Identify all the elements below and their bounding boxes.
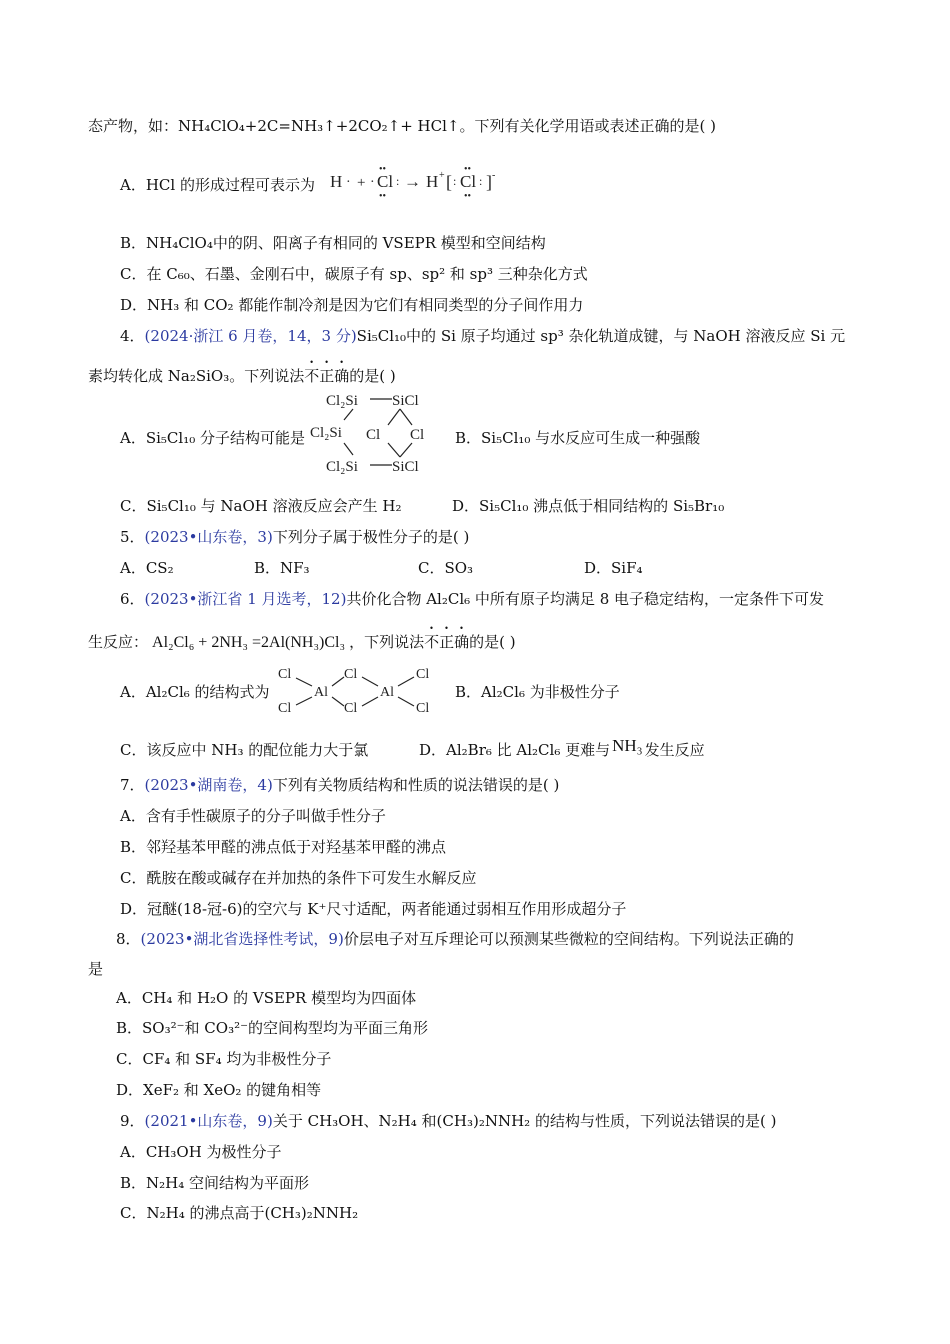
svg-text:••: •• [464, 191, 472, 202]
q3-option-d[interactable]: D．NH₃ 和 CO₂ 都能作制冷剂是因为它们有相同类型的分子间作用力 [120, 296, 584, 314]
q9-stem [120, 1111, 776, 1131]
q7-stem-text: 下列有关物质结构和性质的说法错误的是( ) [272, 776, 560, 794]
q5-option-c[interactable]: C．SO₃ [418, 559, 474, 577]
q6-option-d-tail: 发生反应 [644, 741, 705, 759]
q7-option-a[interactable]: A．含有手性碳原子的分子叫做手性分子 [120, 807, 386, 825]
q4-option-c[interactable]: C．Si₅Cl₁₀ 与 NaOH 溶液反应会产生 H₂ [120, 497, 402, 515]
q8-source: (2023•湖北省选择性考试，9) [140, 930, 344, 948]
q7-number: 7． [120, 776, 145, 794]
q7-option-c[interactable]: C．酰胺在酸或碱存在并加热的条件下可发生水解反应 [120, 869, 477, 887]
svg-text:]: ] [486, 172, 492, 192]
q9-source: (2021•山东卷，9) [144, 1112, 273, 1130]
svg-text:[: [ [446, 172, 452, 192]
svg-text:+: + [439, 170, 445, 181]
svg-text::: : [453, 174, 457, 188]
q4-stem-text: Si₅Cl₁₀中的 Si 原子均通过 sp³ 杂化轨道成键，与 NaOH 溶液反应 Si 元 [356, 327, 846, 345]
si-middle: Cl₂Si [310, 425, 342, 441]
svg-text:-: - [492, 170, 496, 181]
al2cl6-structure [276, 664, 441, 718]
q6-option-a[interactable]: A．Al₂Cl₆ 的结构式为 [120, 683, 270, 701]
svg-text:+: + [357, 175, 366, 191]
q6-source: (2023•浙江省 1 月选考，12) [144, 590, 347, 608]
cl-bridge-left: Cl [366, 427, 381, 443]
q9-option-b[interactable]: B．N₂H₄ 空间结构为平面形 [120, 1174, 310, 1192]
svg-text::: : [396, 174, 400, 188]
cl-bridge-right: Cl [410, 427, 425, 443]
q6-option-b[interactable]: B．Al₂Cl₆ 为非极性分子 [455, 683, 620, 701]
si5cl10-structure [308, 385, 438, 477]
q8-option-b[interactable]: B．SO₃²⁻和 CO₃²⁻的空间构型均为平面三角形 [116, 1019, 429, 1037]
q6-number: 6． [120, 590, 145, 608]
hcl-formation-formula [330, 160, 510, 202]
q3-option-b[interactable]: B．NH₄ClO₄中的阴、阳离子有相同的 VSEPR 模型和空间结构 [120, 234, 546, 252]
q6-stem2-a: 生反应： [88, 633, 149, 651]
al-cl-top-right: Cl [416, 667, 430, 682]
q7-stem [120, 775, 559, 795]
al-cl-bottom-left: Cl [278, 701, 292, 716]
q8-option-a[interactable]: A．CH₄ 和 H₂O 的 VSEPR 模型均为四面体 [116, 989, 417, 1007]
q3-option-c[interactable]: C．在 C₆₀、石墨、金刚石中，碳原子有 sp、sp² 和 sp³ 三种杂化方式 [120, 265, 588, 283]
svg-text:·: · [346, 175, 351, 190]
q4-option-b[interactable]: B．Si₅Cl₁₀ 与水反应可生成一种强酸 [455, 429, 701, 447]
q6-stem-line1 [120, 589, 824, 609]
svg-text::: : [479, 174, 483, 188]
q6-option-d-text: D．Al₂Br₆ 比 Al₂Cl₆ 更难与 [419, 741, 611, 759]
svg-text:Cl: Cl [460, 172, 477, 191]
q6-stem-text: 共价化合物 Al₂Cl₆ 中所有原子均满足 8 电子稳定结构，一定条件下可发 [346, 590, 825, 608]
q8-stem-line1 [116, 929, 794, 949]
q7-option-d[interactable]: D．冠醚(18-冠-6)的空穴与 K⁺尺寸适配，两者能通过弱相互作用形成超分子 [120, 900, 627, 918]
al-cl-bottom-center: Cl [344, 701, 358, 716]
q9-option-c[interactable]: C．N₂H₄ 的沸点高于(CH₃)₂NNH₂ [120, 1204, 359, 1222]
si-top-left: Cl₂Si [326, 393, 358, 409]
q4-emphasis: 不正确 [304, 367, 350, 385]
svg-text:H: H [330, 172, 343, 191]
q6-stem-line2 [88, 624, 516, 653]
q4-stem-line1 [120, 326, 845, 346]
q5-number: 5． [120, 528, 145, 546]
si-bottom-right: SiCl [392, 459, 419, 475]
q8-stem-text: 价层电子对互斥理论可以预测某些微粒的空间结构。下列说法正确的 [343, 930, 794, 948]
q5-stem [120, 527, 469, 547]
q4-option-d[interactable]: D．Si₅Cl₁₀ 沸点低于相同结构的 Si₅Br₁₀ [452, 497, 725, 515]
svg-text:••: •• [379, 164, 387, 175]
q6-stem2-c: 的是( ) [469, 633, 516, 651]
svg-text:Cl: Cl [377, 172, 394, 191]
q4-option-a[interactable]: A．Si₅Cl₁₀ 分子结构可能是 [120, 429, 305, 447]
q6-stem2-b: ，下列说法 [349, 633, 425, 651]
q6-option-c[interactable]: C．该反应中 NH₃ 的配位能力大于氯 [120, 741, 369, 759]
q4-stem2-a: 素均转化成 Na₂SiO₃。下列说法 [88, 367, 305, 385]
si-bottom-left: Cl₂Si [326, 459, 358, 475]
al-right: Al [380, 685, 394, 700]
q6-emphasis: 不正确 [424, 633, 470, 651]
svg-text:••: •• [379, 191, 387, 202]
q8-stem-line2: 是 [88, 960, 104, 978]
q4-stem2-b: 的是( ) [349, 367, 396, 385]
q9-number: 9． [120, 1112, 145, 1130]
svg-text:H: H [426, 172, 439, 191]
svg-text:·: · [370, 175, 375, 190]
q5-option-b[interactable]: B．NF₃ [254, 559, 310, 577]
al-left: Al [314, 685, 328, 700]
q5-option-a[interactable]: A．CS₂ [120, 559, 174, 577]
q9-stem-text: 关于 CH₃OH、N₂H₄ 和(CH₃)₂NNH₂ 的结构与性质，下列说法错误的是( ) [272, 1112, 777, 1130]
al-cl-top-center: Cl [344, 667, 358, 682]
q7-option-b[interactable]: B．邻羟基苯甲醛的沸点低于对羟基苯甲醛的沸点 [120, 838, 447, 856]
si-top-right: SiCl [392, 393, 419, 409]
q3-intro: 态产物，如：NH₄ClO₄+2C=NH₃↑+2CO₂↑+ HCl↑。下列有关化学用语或表述正确的是( ) [88, 117, 716, 135]
q5-option-d[interactable]: D．SiF₄ [584, 559, 643, 577]
q8-option-c[interactable]: C．CF₄ 和 SF₄ 均为非极性分子 [116, 1050, 332, 1068]
q5-stem-text: 下列分子属于极性分子的是( ) [272, 528, 470, 546]
q4-source: (2024·浙江 6 月卷，14，3 分) [144, 327, 357, 345]
q6-equation: Al₂Cl₆ + 2NH₃ =2Al(NH₃)Cl₃ [152, 634, 346, 651]
q6-option-d-nh3: NH₃ [612, 736, 643, 755]
q6-option-d[interactable] [419, 736, 705, 760]
q8-option-d[interactable]: D．XeF₂ 和 XeO₂ 的键角相等 [116, 1081, 322, 1099]
q8-number: 8． [116, 930, 141, 948]
al-cl-top-left: Cl [278, 667, 292, 682]
svg-text:→: → [404, 172, 421, 191]
q9-option-a[interactable]: A．CH₃OH 为极性分子 [120, 1143, 282, 1161]
q7-source: (2023•湖南卷，4) [144, 776, 273, 794]
q3-option-a[interactable]: A．HCl 的形成过程可表示为 [120, 176, 315, 194]
q4-number: 4． [120, 327, 145, 345]
q5-source: (2023•山东卷，3) [144, 528, 273, 546]
svg-text:••: •• [464, 164, 472, 175]
al-cl-bottom-right: Cl [416, 701, 430, 716]
q4-stem-line2 [88, 358, 396, 386]
